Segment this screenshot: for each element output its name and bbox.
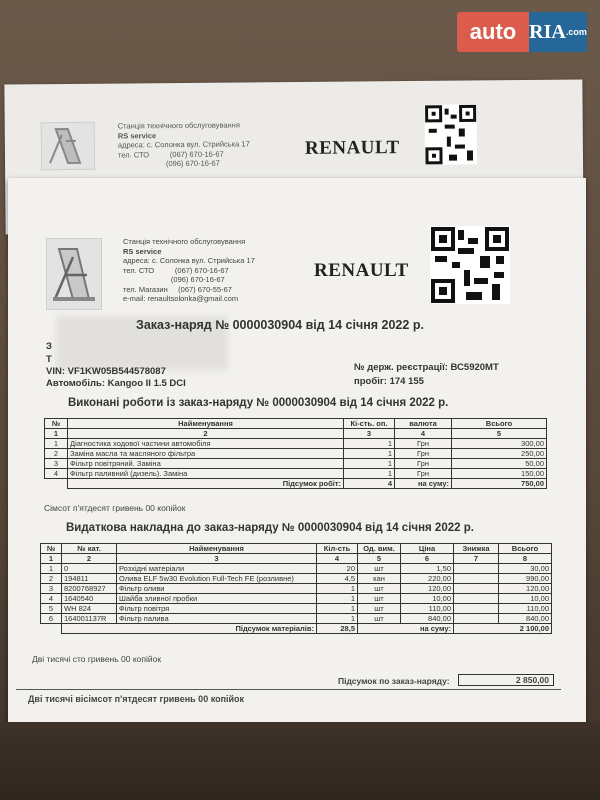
materials-subtotal-total: 2 100,00 bbox=[454, 624, 552, 634]
table-row: 3 8200768927 Фільтр оливи 1 шт 120,00 120,00 bbox=[41, 584, 552, 594]
back-phone: тел. СТО (067) 670-16-67 bbox=[117, 149, 224, 160]
phone-shop: тел. Магазин (067) 670-55-67 bbox=[123, 284, 232, 294]
works-num-4: 4 bbox=[395, 429, 452, 439]
autoria-logo-com: .com bbox=[565, 27, 587, 37]
works-col-n: № bbox=[45, 419, 68, 429]
table-row: 5 WH 824 Фільтр повітря 1 шт 110,00 110,00 bbox=[41, 604, 552, 614]
materials-title: Видаткова накладна до заказ-наряду № 0000030904 від 14 січня 2022 р. bbox=[66, 522, 474, 534]
client-line-t: Т bbox=[46, 354, 52, 365]
vin: VIN: VF1KW05B544578087 bbox=[46, 366, 166, 377]
table-row: 2 194811 Олива ELF 5w30 Evolution Full-Tech FE (розливне) 4,5 кан 220,00 990,00 bbox=[41, 574, 552, 584]
works-table bbox=[44, 418, 547, 489]
works-col-qty: Кі-сть. оп. bbox=[344, 419, 395, 429]
materials-table bbox=[40, 543, 552, 634]
works-col-name: Найменування bbox=[68, 419, 344, 429]
order-total-label: Підсумок по заказ-наряду: bbox=[338, 676, 450, 686]
works-num-5: 5 bbox=[452, 429, 547, 439]
mat-col-discount: Знижка bbox=[454, 544, 499, 554]
back-brand-logo: RENAULT bbox=[304, 137, 400, 159]
works-number-row bbox=[45, 429, 547, 439]
works-col-currency: валюта bbox=[395, 419, 452, 429]
back-phone-2: (096) 670-16-67 bbox=[118, 158, 220, 169]
works-sum-label: на суму: bbox=[395, 479, 452, 489]
registration-number: № держ. реєстрації: ВС5920МТ bbox=[354, 362, 499, 373]
table-row: 6 164001137R Фільтр палива 1 шт 840,00 840,00 bbox=[41, 614, 552, 624]
table-row: 4 Фільтр паливний (дизель). Заміна 1 Грн 150,00 bbox=[45, 469, 547, 479]
materials-sum-words: Дві тисячі сто гривень 00 копійок bbox=[32, 654, 162, 664]
table-row: 4 1640540 Шайба зливної пробки 1 шт 10,00 10,00 bbox=[41, 594, 552, 604]
works-num-3: 3 bbox=[344, 429, 395, 439]
phone-sto: тел. СТО (067) 670-16-67 bbox=[123, 265, 229, 275]
materials-number-row: 1 2 3 4 5 6 7 8 bbox=[41, 554, 552, 564]
company-logo-icon bbox=[46, 238, 102, 310]
works-num-2: 2 bbox=[68, 429, 344, 439]
works-subtotal-qty: 4 bbox=[344, 479, 395, 489]
works-subtotal-row bbox=[45, 479, 547, 489]
materials-subtotal-row bbox=[41, 624, 552, 634]
phone-sto-2: (096) 670-16-67 bbox=[123, 275, 225, 284]
company-info bbox=[123, 237, 313, 304]
back-company-info bbox=[118, 120, 308, 169]
mileage: пробіг: 174 155 bbox=[354, 376, 424, 387]
car-model: Автомобіль: Kangoo II 1.5 DCI bbox=[46, 378, 186, 389]
mat-col-total: Всього bbox=[499, 544, 552, 554]
mat-col-cat: № кат. bbox=[62, 544, 117, 554]
order-total-value: 2 850,00 bbox=[458, 674, 554, 686]
station-label: Станція технічного обслуговування bbox=[123, 237, 246, 246]
order-title: Заказ-наряд № 0000030904 від 14 січня 2022 р. bbox=[136, 318, 424, 332]
table-row: 2 Заміна масла та масляного фільтра 1 Грн 250,00 bbox=[45, 449, 547, 459]
works-sum-words: Сімсот п'ятдесят гривень 00 копійок bbox=[44, 503, 186, 513]
autoria-logo-auto: auto bbox=[457, 12, 529, 52]
back-qr-code-icon bbox=[425, 104, 478, 164]
mat-col-price: Ціна bbox=[401, 544, 454, 554]
company-email: e-mail: renaultsolonka@gmail.com bbox=[123, 294, 239, 303]
works-col-total: Всього bbox=[452, 419, 547, 429]
order-document bbox=[8, 178, 586, 723]
table-row: 1 0 Розхідні матеріали 20 шт 1,50 30,00 bbox=[41, 564, 552, 574]
company-address: адреса: с. Солонка вул. Стрийська 17 bbox=[123, 256, 255, 265]
works-title: Виконані роботи із заказ-наряду № 0000030904 від 14 січня 2022 р. bbox=[68, 397, 449, 409]
brand-logo: RENAULT bbox=[314, 260, 409, 281]
table-row: 3 Фільтр повітряний. Заміна 1 Грн 50,00 bbox=[45, 459, 547, 469]
autoria-logo-ria bbox=[529, 12, 587, 52]
table-surface-bottom bbox=[0, 722, 600, 800]
autoria-watermark bbox=[457, 12, 587, 52]
mat-col-qty: Кіл-сть bbox=[317, 544, 358, 554]
company-name: RS service bbox=[123, 246, 162, 256]
mat-col-unit: Од. вим. bbox=[358, 544, 401, 554]
works-header-row bbox=[45, 419, 547, 429]
works-subtotal-label: Підсумок робіт: bbox=[68, 479, 344, 489]
qr-code-icon bbox=[430, 226, 510, 304]
materials-header-row bbox=[41, 544, 552, 554]
works-subtotal-total: 750,00 bbox=[452, 479, 547, 489]
back-address: адреса: с. Солонка вул. Стрийська 17 bbox=[117, 139, 250, 150]
autoria-logo-ria-text: RIA bbox=[529, 20, 566, 43]
mat-col-name: Найменування bbox=[117, 544, 317, 554]
table-row: 1 Діагностика ходової частини автомобіля 1 Грн 300,00 bbox=[45, 439, 547, 449]
order-total-words: Дві тисячі вісімсот п'ятдесят гривень 00 копійок bbox=[28, 694, 245, 704]
company-logo-icon bbox=[41, 122, 95, 170]
materials-subtotal-qty: 28,5 bbox=[317, 624, 358, 634]
back-name: RS service bbox=[117, 130, 157, 141]
materials-sum-label: на суму: bbox=[358, 624, 454, 634]
divider bbox=[16, 689, 561, 690]
materials-subtotal-label: Підсумок матеріалів: bbox=[62, 624, 317, 634]
back-station: Станція технічного обслуговування bbox=[117, 120, 240, 131]
client-line-z: З bbox=[46, 341, 52, 352]
mat-col-n: № bbox=[41, 544, 62, 554]
works-num-1: 1 bbox=[45, 429, 68, 439]
